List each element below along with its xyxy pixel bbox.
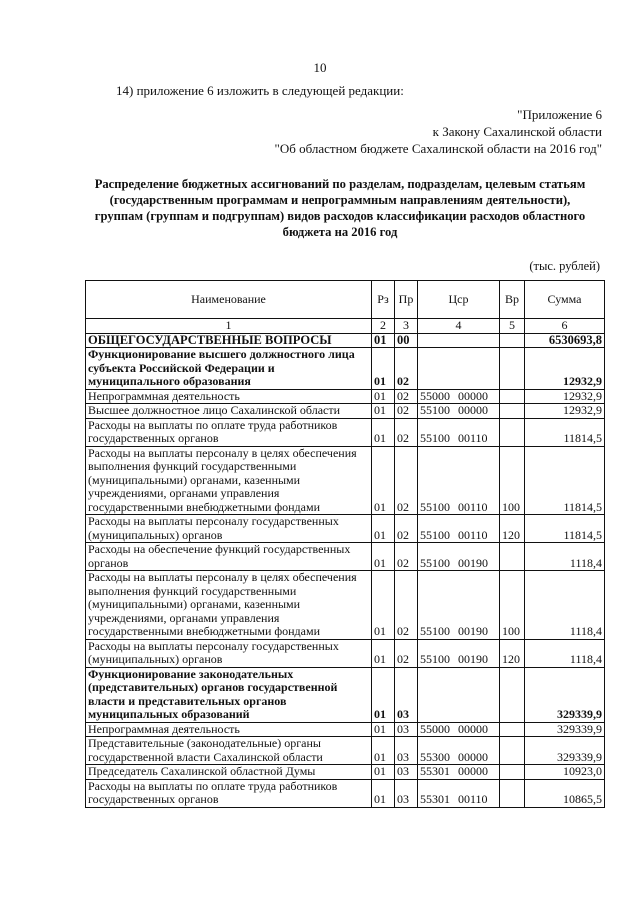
table-row [86, 404, 605, 419]
header-name: Наименование [86, 281, 372, 319]
row-sum: 12932,9 [525, 404, 605, 419]
table-index-row [86, 319, 605, 334]
header-rz: Рз [372, 281, 395, 319]
row-csr-program: 55100 [420, 431, 450, 445]
row-rz: 01 [372, 543, 395, 571]
row-sum: 10865,5 [525, 779, 605, 807]
row-sum: 11814,5 [525, 515, 605, 543]
row-rz: 01 [372, 389, 395, 404]
row-vr: 100 [500, 446, 525, 515]
row-sum: 329339,9 [525, 667, 605, 722]
title-line-2: (государственным программам и непрограммным направлениям деятельности), [109, 193, 571, 207]
row-vr [500, 765, 525, 780]
row-csr-direction: 00000 [458, 764, 488, 778]
row-rz: 01 [372, 515, 395, 543]
index-cell: 2 [372, 319, 395, 334]
row-vr [500, 667, 525, 722]
row-csr-direction: 00110 [458, 499, 488, 514]
table-row [86, 333, 605, 348]
row-pr: 02 [395, 543, 418, 571]
row-csr-direction: 00110 [458, 792, 488, 806]
row-name: Расходы на выплаты по оплате труда работников государственных органов [86, 418, 372, 446]
row-vr: 120 [500, 639, 525, 667]
row-csr [418, 333, 500, 348]
row-vr [500, 722, 525, 737]
row-csr [418, 639, 500, 667]
row-name: Председатель Сахалинской областной Думы [86, 765, 372, 780]
row-csr [418, 348, 500, 390]
row-name: Функционирование высшего должностного лица субъекта Российской Федерации и муниципального образования [86, 348, 372, 390]
row-csr-direction: 00190 [458, 624, 488, 638]
table-row [86, 737, 605, 765]
row-vr [500, 333, 525, 348]
table-row [86, 446, 605, 515]
row-csr [418, 571, 500, 640]
row-name: ОБЩЕГОСУДАРСТВЕННЫЕ ВОПРОСЫ [86, 333, 372, 348]
row-csr-program: 55300 [420, 749, 450, 764]
row-vr [500, 404, 525, 419]
row-name: Непрограммная деятельность [86, 722, 372, 737]
row-sum: 10923,0 [525, 765, 605, 780]
row-csr [418, 515, 500, 543]
row-csr-direction: 00190 [458, 555, 488, 570]
row-pr: 02 [395, 389, 418, 404]
row-sum: 329339,9 [525, 737, 605, 765]
row-csr-direction: 00000 [458, 403, 488, 417]
row-csr-program: 55100 [420, 499, 450, 514]
row-csr-program: 55100 [420, 624, 450, 638]
row-rz: 01 [372, 333, 395, 348]
row-rz: 01 [372, 722, 395, 737]
row-csr [418, 779, 500, 807]
index-cell: 1 [86, 319, 372, 334]
row-csr [418, 543, 500, 571]
row-vr [500, 418, 525, 446]
row-name: Расходы на обеспечение функций государственных органов [86, 543, 372, 571]
document-title [70, 176, 610, 240]
table-body [86, 333, 605, 807]
table-row [86, 418, 605, 446]
row-pr: 02 [395, 404, 418, 419]
row-sum: 6530693,8 [525, 333, 605, 348]
row-csr-direction: 00000 [458, 721, 488, 736]
row-pr: 02 [395, 639, 418, 667]
row-rz: 01 [372, 765, 395, 780]
row-rz: 01 [372, 571, 395, 640]
intro-text: 14) приложение 6 изложить в следующей редакции: [116, 83, 404, 98]
header-pr: Пр [395, 281, 418, 319]
row-name: Высшее должностное лицо Сахалинской области [86, 404, 372, 419]
row-pr: 02 [395, 515, 418, 543]
row-name: Представительные (законодательные) органы государственной власти Сахалинской области [86, 737, 372, 765]
row-name: Расходы на выплаты персоналу государственных (муниципальных) органов [86, 515, 372, 543]
row-rz: 01 [372, 779, 395, 807]
row-vr [500, 779, 525, 807]
index-cell: 4 [418, 319, 500, 334]
row-pr: 03 [395, 765, 418, 780]
row-csr-program: 55100 [420, 527, 450, 542]
row-rz: 01 [372, 667, 395, 722]
row-name: Функционирование законодательных (представительных) органов государственной власти и представительных органов муниципальных образований [86, 667, 372, 722]
header-vr: Вр [500, 281, 525, 319]
index-cell: 5 [500, 319, 525, 334]
row-rz: 01 [372, 418, 395, 446]
row-csr-program: 55100 [420, 555, 450, 570]
header-sum: Сумма [525, 281, 605, 319]
row-pr: 02 [395, 571, 418, 640]
row-pr: 00 [395, 333, 418, 348]
row-sum: 11814,5 [525, 446, 605, 515]
row-csr-direction: 00000 [458, 388, 488, 403]
row-vr [500, 348, 525, 390]
row-vr [500, 543, 525, 571]
row-csr [418, 765, 500, 780]
row-sum: 11814,5 [525, 418, 605, 446]
row-sum: 1118,4 [525, 639, 605, 667]
row-pr: 03 [395, 737, 418, 765]
row-pr: 03 [395, 779, 418, 807]
row-csr [418, 418, 500, 446]
row-rz: 01 [372, 639, 395, 667]
row-name: Непрограммная деятельность [86, 389, 372, 404]
appendix-line-2: к Закону Сахалинской области [432, 124, 602, 139]
row-csr-direction: 00110 [458, 431, 488, 445]
row-csr [418, 722, 500, 737]
row-pr: 03 [395, 722, 418, 737]
row-csr [418, 446, 500, 515]
row-vr [500, 389, 525, 404]
row-csr-direction: 00110 [458, 527, 488, 542]
row-csr-program: 55301 [420, 792, 450, 806]
table-row [86, 639, 605, 667]
row-csr [418, 389, 500, 404]
index-cell: 3 [395, 319, 418, 334]
row-sum: 1118,4 [525, 543, 605, 571]
row-csr-program: 55000 [420, 388, 450, 403]
header-csr: Цср [418, 281, 500, 319]
row-name: Расходы на выплаты персоналу государственных (муниципальных) органов [86, 639, 372, 667]
row-name: Расходы на выплаты персоналу в целях обеспечения выполнения функций государственными (муниципальными) органами, казенными учреждениями, органами управления государственными внебюджетными фондами [86, 571, 372, 640]
row-csr-program: 55100 [420, 403, 450, 417]
table-row [86, 779, 605, 807]
table-row [86, 389, 605, 404]
appendix-line-1: "Приложение 6 [517, 107, 602, 122]
row-csr-program: 55000 [420, 721, 450, 736]
row-sum: 329339,9 [525, 722, 605, 737]
row-name: Расходы на выплаты по оплате труда работников государственных органов [86, 779, 372, 807]
table-row [86, 765, 605, 780]
row-pr: 03 [395, 667, 418, 722]
budget-table [85, 280, 605, 808]
row-rz: 01 [372, 348, 395, 390]
row-sum: 12932,9 [525, 389, 605, 404]
row-vr [500, 737, 525, 765]
row-pr: 02 [395, 348, 418, 390]
row-vr: 100 [500, 571, 525, 640]
table-header-row [86, 281, 605, 319]
row-sum: 12932,9 [525, 348, 605, 390]
title-line-1: Распределение бюджетных ассигнований по разделам, подразделам, целевым статьям [94, 177, 586, 191]
row-rz: 01 [372, 404, 395, 419]
row-rz: 01 [372, 737, 395, 765]
units-label: (тыс. рублей) [529, 259, 600, 273]
row-csr-direction: 00000 [458, 749, 488, 764]
title-line-3: группам (группам и подгруппам) видов расходов классификации расходов областного [94, 209, 586, 223]
row-csr [418, 667, 500, 722]
row-csr [418, 404, 500, 419]
table-row [86, 543, 605, 571]
row-name: Расходы на выплаты персоналу в целях обеспечения выполнения функций государственными (муниципальными) органами, казенными учреждениями, органами управления государственными внебюджетными фондами [86, 446, 372, 515]
row-pr: 02 [395, 418, 418, 446]
row-csr-program: 55100 [420, 652, 450, 666]
table-row [86, 667, 605, 722]
row-pr: 02 [395, 446, 418, 515]
title-line-4: бюджета на 2016 год [282, 225, 398, 239]
row-sum: 1118,4 [525, 571, 605, 640]
table-row [86, 348, 605, 390]
table-row [86, 722, 605, 737]
appendix-line-3: "Об областном бюджете Сахалинской области на 2016 год" [274, 141, 602, 156]
table-row [86, 571, 605, 640]
row-csr-program: 55301 [420, 764, 450, 778]
page-number: 10 [313, 60, 327, 75]
row-csr [418, 737, 500, 765]
row-csr-direction: 00190 [458, 652, 488, 666]
table-row [86, 515, 605, 543]
row-rz: 01 [372, 446, 395, 515]
row-vr: 120 [500, 515, 525, 543]
index-cell: 6 [525, 319, 605, 334]
